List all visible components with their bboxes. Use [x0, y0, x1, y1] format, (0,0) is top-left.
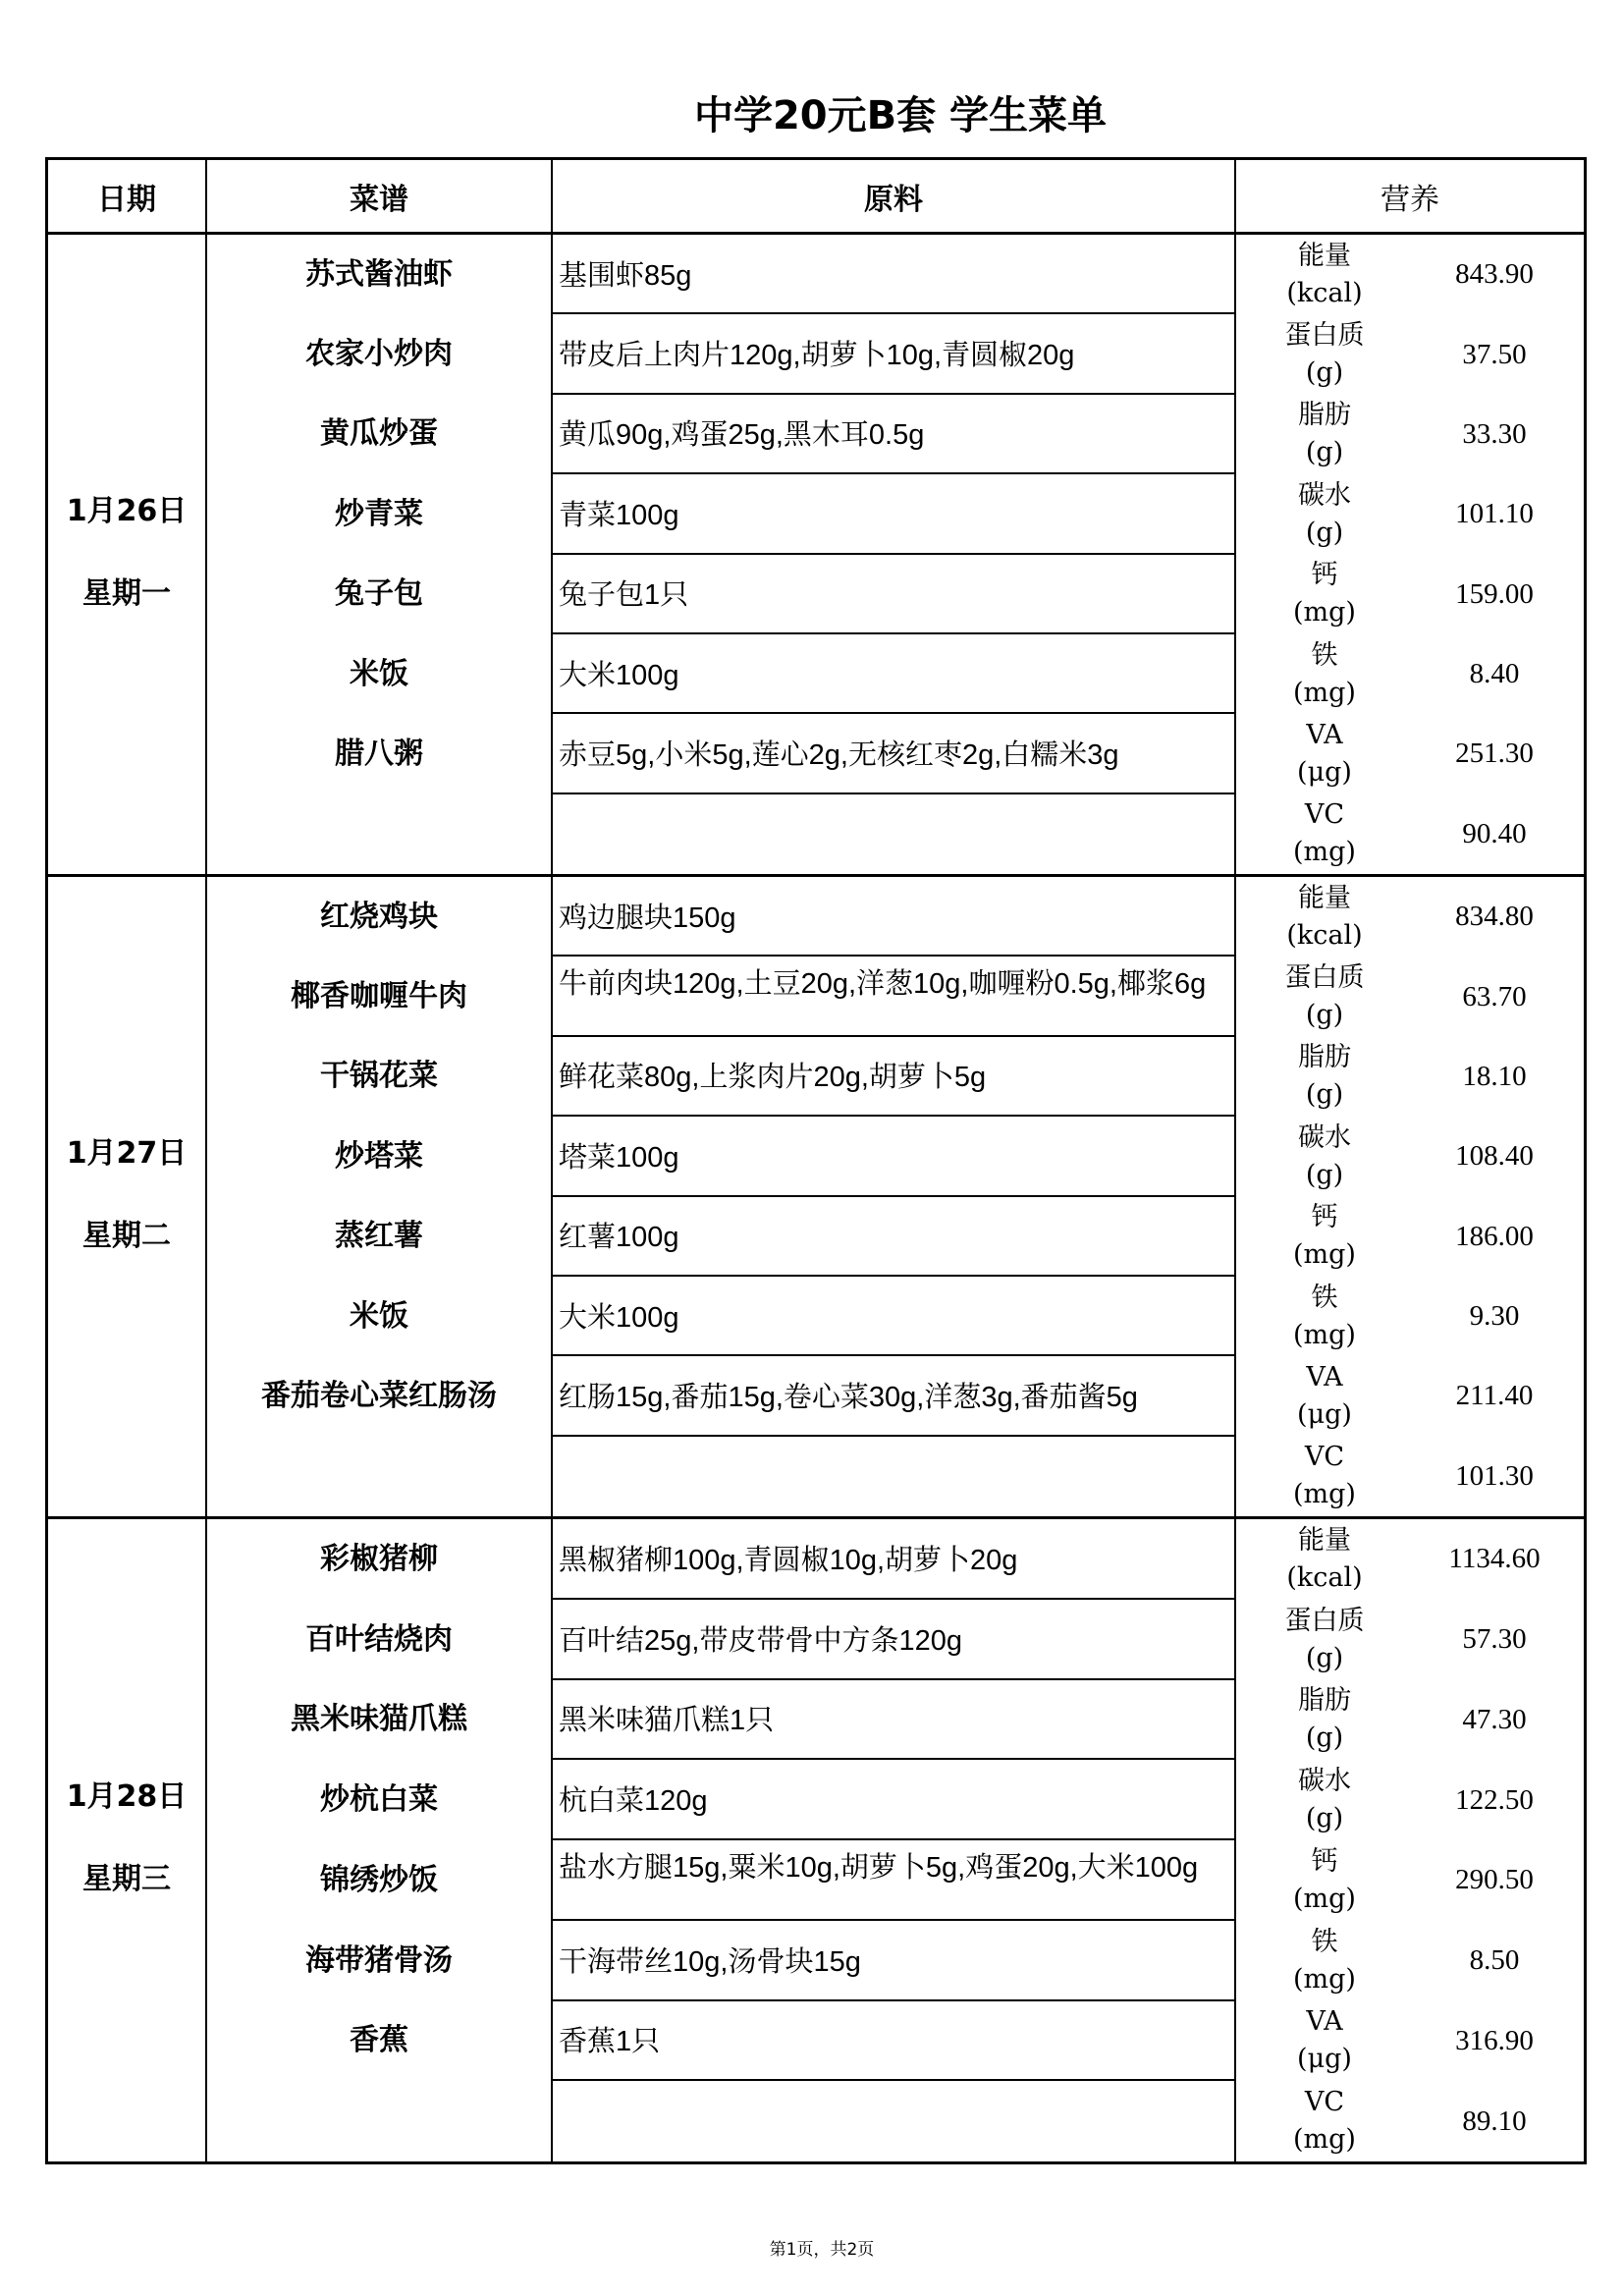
dish-name: 番茄卷心菜红肠汤 — [261, 1378, 497, 1413]
nutrient-label: 钙 — [1311, 1845, 1338, 1877]
ingredient-row: 红薯100g — [553, 1197, 1234, 1277]
nutrition-row-va — [1236, 1356, 1584, 1436]
nutrient-label: 蛋白质 — [1284, 962, 1365, 994]
ingredient-row: 黄瓜90g,鸡蛋25g,黑木耳0.5g — [553, 395, 1234, 474]
nutrition-row-carbs — [1236, 1117, 1584, 1196]
nutrient-unit: (mg) — [1293, 677, 1356, 708]
nutrient-value: 8.50 — [1469, 1944, 1520, 1977]
nutrient-unit: (g) — [1305, 1803, 1344, 1834]
nutrient-label: 碳水 — [1298, 1121, 1351, 1153]
nutrient-unit: (g) — [1305, 1722, 1344, 1754]
nutrient-value: 108.40 — [1455, 1140, 1534, 1173]
ingredient-row: 鲜花菜80g,上浆肉片20g,胡萝卜5g — [553, 1037, 1234, 1117]
ingredient-row: 杭白菜120g — [553, 1760, 1234, 1840]
nutrient-label: VA — [1306, 2006, 1343, 2038]
nutrient-unit: (mg) — [1293, 837, 1356, 868]
nutrient-unit: (kcal) — [1286, 919, 1363, 951]
nutrition-row-va — [1236, 714, 1584, 793]
nutrient-value: 186.00 — [1455, 1220, 1534, 1252]
nutrition-list — [1236, 1519, 1584, 2161]
dish-name: 蒸红薯 — [335, 1219, 423, 1254]
dish-name: 干锅花菜 — [320, 1059, 438, 1094]
nutrient-value: 834.80 — [1455, 901, 1534, 933]
nutrient-unit: (mg) — [1293, 1239, 1356, 1271]
dish-list — [207, 235, 553, 874]
nutrient-label: VC — [1304, 2087, 1345, 2118]
dish-name: 彩椒猪柳 — [320, 1541, 438, 1576]
nutrient-value: 47.30 — [1462, 1703, 1527, 1735]
ingredient-row: 黑椒猪柳100g,青圆椒10g,胡萝卜20g — [553, 1519, 1234, 1600]
nutrient-unit: (kcal) — [1286, 1561, 1363, 1593]
nutrient-label: 能量 — [1298, 882, 1351, 913]
header-date: 日期 — [48, 160, 207, 232]
nutrient-value: 57.30 — [1462, 1623, 1527, 1656]
nutrient-label: 脂肪 — [1298, 1042, 1351, 1073]
table-header — [48, 160, 1584, 235]
nutrient-label: 脂肪 — [1298, 1685, 1351, 1717]
weekday-label: 星期二 — [82, 1218, 171, 1253]
date-label: 1月26日 — [66, 493, 188, 528]
dish-name: 海带猪骨汤 — [305, 1942, 453, 1978]
nutrient-value: 8.40 — [1469, 658, 1520, 690]
dish-list — [207, 1519, 553, 2161]
dish-list — [207, 877, 553, 1516]
nutrition-row-calcium — [1236, 555, 1584, 634]
ingredient-row — [553, 794, 1234, 874]
menu-table — [45, 157, 1587, 2164]
ingredient-row: 百叶结25g,带皮带骨中方条120g — [553, 1600, 1234, 1680]
nutrient-unit: (g) — [1305, 1079, 1344, 1111]
nutrition-row-fat — [1236, 1680, 1584, 1761]
nutrient-value: 18.10 — [1462, 1060, 1527, 1092]
dish-name: 炒青菜 — [335, 496, 423, 531]
nutrient-value: 290.50 — [1455, 1864, 1534, 1896]
ingredient-row — [553, 1437, 1234, 1516]
nutrient-label: 碳水 — [1298, 479, 1351, 511]
nutrient-label: 铁 — [1311, 1282, 1338, 1313]
nutrition-row-calcium — [1236, 1197, 1584, 1277]
nutrient-value: 101.30 — [1455, 1459, 1534, 1492]
nutrient-value: 101.10 — [1455, 498, 1534, 530]
nutrition-row-iron — [1236, 1921, 1584, 2001]
dish-name: 苏式酱油虾 — [305, 256, 453, 292]
ingredient-row: 香蕉1只 — [553, 2001, 1234, 2082]
nutrient-label: VC — [1304, 1442, 1345, 1473]
nutrient-unit: (mg) — [1293, 1963, 1356, 1995]
nutrient-value: 9.30 — [1469, 1300, 1520, 1333]
dish-name: 锦绣炒饭 — [320, 1862, 438, 1897]
header-nutrition: 营养 — [1380, 182, 1439, 217]
ingredient-row: 基围虾85g — [553, 235, 1234, 314]
ingredient-row: 带皮后上肉片120g,胡萝卜10g,青圆椒20g — [553, 314, 1234, 394]
nutrient-unit: (g) — [1305, 1642, 1344, 1673]
nutrition-row-va — [1236, 2001, 1584, 2082]
nutrient-unit: (g) — [1305, 1159, 1344, 1190]
ingredient-row: 干海带丝10g,汤骨块15g — [553, 1921, 1234, 2001]
nutrient-unit: (g) — [1305, 517, 1344, 548]
nutrient-value: 122.50 — [1455, 1783, 1534, 1816]
ingredient-row: 鸡边腿块150g — [553, 877, 1234, 957]
nutrient-label: 能量 — [1298, 1524, 1351, 1556]
date-label: 1月27日 — [66, 1135, 188, 1171]
nutrient-label: 碳水 — [1298, 1766, 1351, 1797]
nutrition-list — [1236, 877, 1584, 1516]
nutrient-unit: (μg) — [1297, 2044, 1352, 2075]
nutrient-unit: (μg) — [1297, 756, 1352, 788]
nutrient-unit: (mg) — [1293, 597, 1356, 629]
nutrient-value: 89.10 — [1462, 2105, 1527, 2137]
nutrition-row-energy — [1236, 877, 1584, 957]
nutrition-row-carbs — [1236, 1760, 1584, 1840]
dish-name: 百叶结烧肉 — [305, 1621, 453, 1657]
nutrition-row-energy — [1236, 235, 1584, 314]
weekday-label: 星期一 — [82, 575, 171, 611]
day-block-wednesday — [48, 1519, 1584, 2161]
ingredient-row: 大米100g — [553, 1277, 1234, 1356]
nutrient-value: 33.30 — [1462, 417, 1527, 450]
dish-name: 黄瓜炒蛋 — [320, 416, 438, 452]
nutrient-label: VA — [1306, 719, 1343, 750]
dish-name: 炒杭白菜 — [320, 1782, 438, 1818]
nutrition-row-protein — [1236, 1600, 1584, 1680]
ingredient-row: 塔菜100g — [553, 1117, 1234, 1196]
nutrient-unit: (mg) — [1293, 1479, 1356, 1510]
ingredient-row — [553, 2081, 1234, 2161]
nutrition-row-fat — [1236, 1037, 1584, 1117]
nutrient-unit: (g) — [1305, 1000, 1344, 1031]
header-dish: 菜谱 — [207, 160, 553, 232]
ingredient-row: 兔子包1只 — [553, 555, 1234, 634]
nutrient-unit: (μg) — [1297, 1398, 1352, 1430]
nutrient-value: 211.40 — [1455, 1380, 1534, 1412]
nutrient-label: 铁 — [1311, 639, 1338, 671]
nutrient-unit: (g) — [1305, 437, 1344, 468]
dish-name: 椰香咖喱牛肉 — [291, 979, 467, 1014]
weekday-label: 星期三 — [82, 1862, 171, 1896]
nutrition-row-protein — [1236, 314, 1584, 394]
nutrition-list — [1236, 235, 1584, 874]
ingredient-list — [553, 235, 1236, 874]
nutrient-label: VA — [1306, 1361, 1343, 1393]
nutrient-label: 钙 — [1311, 1202, 1338, 1233]
nutrition-row-energy — [1236, 1519, 1584, 1600]
nutrient-unit: (kcal) — [1286, 277, 1363, 308]
nutrient-unit: (mg) — [1293, 1883, 1356, 1914]
day-block-monday — [48, 235, 1584, 877]
nutrient-label: 铁 — [1311, 1926, 1338, 1957]
nutrient-unit: (mg) — [1293, 2124, 1356, 2156]
header-ingredients: 原料 — [553, 160, 1236, 232]
day-block-tuesday — [48, 877, 1584, 1519]
nutrition-row-protein — [1236, 957, 1584, 1036]
date-cell — [48, 235, 207, 874]
nutrition-row-fat — [1236, 395, 1584, 474]
ingredient-list — [553, 877, 1236, 1516]
dish-name: 黑米味猫爪糕 — [291, 1702, 467, 1737]
page-title: 中学20元B套 学生菜单 — [693, 93, 1108, 138]
dish-name: 红烧鸡块 — [320, 899, 438, 934]
ingredient-row: 青菜100g — [553, 474, 1234, 554]
nutrient-value: 316.90 — [1455, 2024, 1534, 2056]
nutrition-row-iron — [1236, 634, 1584, 714]
nutrient-label: VC — [1304, 799, 1345, 831]
dish-name — [207, 794, 551, 874]
nutrient-value: 63.70 — [1462, 980, 1527, 1012]
nutrient-value: 159.00 — [1455, 577, 1534, 610]
ingredient-row: 盐水方腿15g,粟米10g,胡萝卜5g,鸡蛋20g,大米100g — [553, 1840, 1234, 1921]
nutrient-unit: (g) — [1305, 357, 1344, 389]
nutrition-row-iron — [1236, 1277, 1584, 1356]
dish-name: 米饭 — [350, 656, 408, 691]
ingredient-row: 大米100g — [553, 634, 1234, 714]
date-label: 1月28日 — [66, 1779, 188, 1814]
date-cell — [48, 877, 207, 1516]
nutrient-label: 蛋白质 — [1284, 1605, 1365, 1636]
dish-name — [207, 2081, 551, 2161]
dish-name: 农家小炒肉 — [305, 337, 453, 372]
nutrient-value: 1134.60 — [1448, 1543, 1541, 1575]
nutrient-label: 能量 — [1298, 240, 1351, 271]
nutrient-label: 钙 — [1311, 560, 1338, 591]
nutrient-value: 37.50 — [1462, 338, 1527, 370]
dish-name: 腊八粥 — [335, 736, 423, 771]
nutrient-value: 251.30 — [1455, 738, 1534, 770]
nutrient-label: 脂肪 — [1298, 400, 1351, 431]
date-cell — [48, 1519, 207, 2161]
dish-name: 香蕉 — [350, 2023, 408, 2058]
ingredient-row: 红肠15g,番茄15g,卷心菜30g,洋葱3g,番茄酱5g — [553, 1356, 1234, 1436]
nutrition-row-vc — [1236, 1437, 1584, 1516]
dish-name: 兔子包 — [335, 576, 423, 612]
nutrient-value: 90.40 — [1462, 817, 1527, 849]
ingredient-row: 牛前肉块120g,土豆20g,洋葱10g,咖喱粉0.5g,椰浆6g — [553, 957, 1234, 1036]
ingredient-list — [553, 1519, 1236, 2161]
nutrition-row-vc — [1236, 2081, 1584, 2161]
nutrition-row-vc — [1236, 794, 1584, 874]
nutrient-label: 蛋白质 — [1284, 320, 1365, 352]
dish-name: 米饭 — [350, 1298, 408, 1334]
dish-name: 炒塔菜 — [335, 1138, 423, 1174]
nutrition-row-calcium — [1236, 1840, 1584, 1921]
nutrition-row-carbs — [1236, 474, 1584, 554]
page-footer: 第1页，共2页 — [769, 2240, 875, 2260]
ingredient-row: 赤豆5g,小米5g,莲心2g,无核红枣2g,白糯米3g — [553, 714, 1234, 793]
nutrient-value: 843.90 — [1455, 258, 1534, 291]
dish-name — [207, 1437, 551, 1516]
nutrient-unit: (mg) — [1293, 1319, 1356, 1350]
ingredient-row: 黑米味猫爪糕1只 — [553, 1680, 1234, 1761]
